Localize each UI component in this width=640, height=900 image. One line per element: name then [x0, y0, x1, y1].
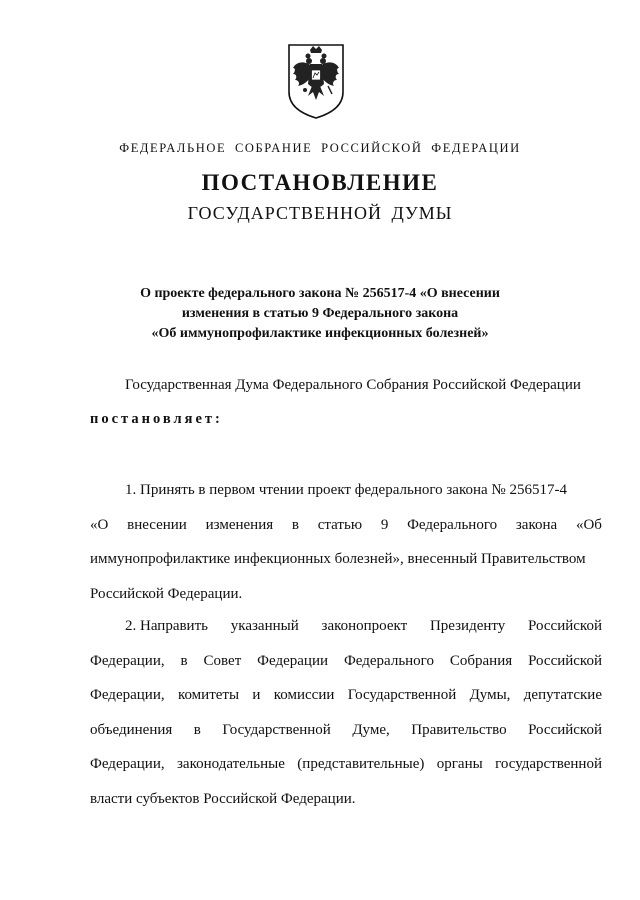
preamble: Государственная Дума Федерального Собрания Российской Федерации	[125, 377, 581, 393]
word: закона	[515, 516, 558, 533]
word: статью	[317, 516, 363, 533]
paragraph-line	[90, 609, 602, 644]
paragraph-line: Российской Федерации.	[90, 585, 243, 602]
word: в	[291, 516, 299, 533]
word: 9	[380, 516, 389, 533]
word: Российской	[528, 721, 602, 738]
document-issuer: ГОСУДАРСТВЕННОЙ ДУМЫ	[187, 203, 453, 223]
paragraph-line	[90, 713, 602, 748]
word: Федерации	[257, 652, 329, 669]
word: государственной	[495, 756, 602, 772]
word: Федерации,	[90, 652, 165, 669]
russian-coat-of-arms-icon	[286, 42, 346, 120]
paragraph-2	[90, 609, 602, 816]
paragraph-line	[90, 508, 602, 543]
word: Собрания	[449, 652, 513, 669]
paragraph-line	[90, 644, 602, 679]
word: указанный	[230, 618, 299, 634]
word: Совет	[203, 652, 242, 669]
word: законодательные	[176, 756, 285, 772]
word: Федерального	[343, 652, 434, 669]
word: объединения	[90, 721, 173, 738]
word: Государственной	[347, 687, 457, 703]
resolves-word: постановляет:	[90, 411, 223, 427]
word: органы	[436, 756, 483, 772]
document-subject	[120, 284, 520, 344]
word: Федерации,	[90, 687, 165, 703]
word: Президенту	[429, 618, 506, 634]
word: 2. Направить	[125, 618, 208, 634]
word: Думы,	[469, 687, 511, 703]
paragraph-line: 1. Принять в первом чтении проект федерального закона № 256517-4	[125, 482, 567, 498]
word: Думе,	[352, 721, 390, 738]
word: Государственной	[222, 721, 331, 738]
paragraph-line	[90, 747, 602, 782]
paragraph-line: власти субъектов Российской Федерации.	[90, 790, 356, 807]
word: Федерального	[407, 516, 498, 533]
word: депутатские	[523, 687, 602, 703]
document-type-title: ПОСТАНОВЛЕНИЕ	[201, 170, 439, 195]
word: и	[252, 687, 261, 703]
word: (представительные)	[297, 756, 425, 772]
paragraph-1	[90, 473, 602, 611]
word: Правительство	[411, 721, 507, 738]
word: внесении	[127, 516, 187, 533]
word: в	[193, 721, 201, 738]
word: «О	[90, 516, 109, 533]
word: в	[180, 652, 188, 669]
word: Федерации,	[90, 756, 165, 772]
subject-line: О проекте федерального закона № 256517-4 «О внесении	[140, 286, 500, 301]
word: Российской	[528, 618, 602, 634]
paragraph-line: иммунопрофилактике инфекционных болезней», внесенный Правительством	[90, 551, 586, 567]
parliament-name: ФЕДЕРАЛЬНОЕ СОБРАНИЕ РОССИЙСКОЙ ФЕДЕРАЦИИ	[119, 141, 521, 155]
word: законопроект	[321, 618, 408, 634]
subject-line: изменения в статью 9 Федерального закона	[181, 306, 459, 321]
word: изменения	[205, 516, 274, 533]
word: комиссии	[273, 687, 335, 703]
word: «Об	[575, 516, 602, 533]
paragraph-line	[90, 678, 602, 713]
word: Российской	[528, 652, 602, 669]
word: комитеты	[177, 687, 240, 703]
subject-line: «Об иммунопрофилактике инфекционных болезней»	[151, 326, 489, 341]
